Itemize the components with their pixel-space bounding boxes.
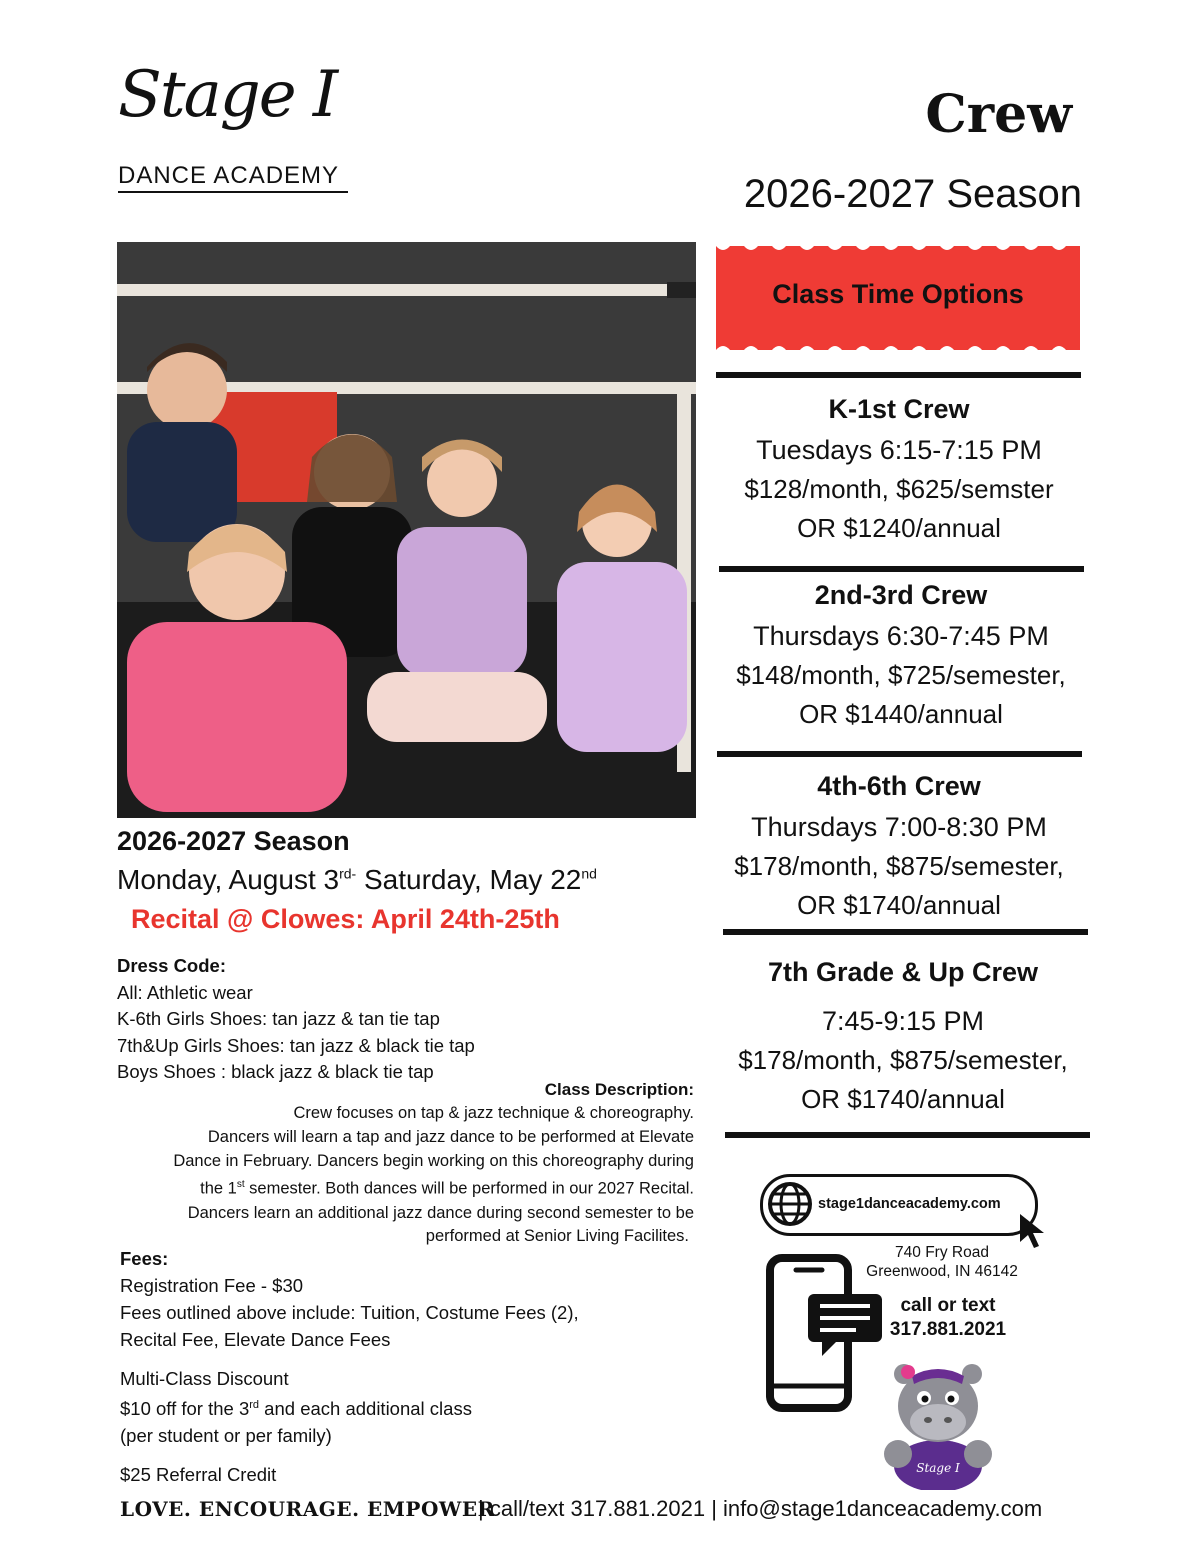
class-price: $178/month, $875/semester, (734, 851, 1064, 881)
page-season: 2026-2027 Season (743, 172, 1082, 216)
class-price: $178/month, $875/semester, (738, 1045, 1068, 1075)
fees-includes: Recital Fee, Elevate Dance Fees (120, 1329, 391, 1350)
discount-text-b: and each additional class (259, 1398, 472, 1420)
class-price-annual: OR $1440/annual (799, 699, 1003, 729)
fees-section (120, 1245, 579, 1488)
class-option-7-up (717, 957, 1089, 1115)
dancers-photo (117, 242, 696, 818)
class-option-4-6 (713, 771, 1085, 921)
call-label: call or text (900, 1295, 996, 1316)
footer-motto: LOVE. ENCOURAGE. EMPOWER (120, 1497, 495, 1521)
mascot-shirt-text: Stage I (916, 1461, 960, 1475)
discount-heading: Multi-Class Discount (120, 1368, 289, 1389)
class-option-2-3 (715, 580, 1087, 730)
description-line: Crew focuses on tap & jazz technique & choreography. (293, 1104, 694, 1122)
divider (717, 751, 1082, 757)
discount-text-a: $10 off for the 3 (120, 1398, 250, 1420)
season-dates (117, 864, 597, 896)
call-or-text (888, 1294, 1008, 1342)
description-sup: st (236, 1179, 245, 1191)
globe-icon (766, 1180, 814, 1228)
address-line: 740 Fry Road (895, 1244, 989, 1261)
description-heading: Class Description: (544, 1080, 694, 1099)
season-end: Saturday, May 22 (356, 864, 582, 895)
class-time: Thursdays 7:00-8:30 PM (751, 812, 1047, 842)
logo-underline (118, 191, 348, 193)
dress-code (117, 953, 475, 1086)
logo-subtitle: DANCE ACADEMY (118, 162, 340, 189)
address-line: Greenwood, IN 46142 (866, 1263, 1018, 1280)
class-price: $148/month, $725/semester, (736, 660, 1066, 690)
chat-bubble-icon (806, 1292, 884, 1358)
page-title: Crew (925, 84, 1072, 145)
dress-code-line: All: Athletic wear (117, 981, 253, 1003)
banner-label: Class Time Options (772, 279, 1024, 309)
description-line-a: the 1 (200, 1179, 237, 1198)
discount-note: (per student or per family) (120, 1425, 332, 1447)
class-time: 7:45-9:15 PM (821, 1006, 985, 1036)
website-link[interactable]: stage1danceacademy.com (818, 1196, 1001, 1212)
registration-fee: Registration Fee - $30 (120, 1275, 304, 1296)
referral-credit: $25 Referral Credit (120, 1464, 277, 1486)
fees-heading: Fees: (120, 1248, 169, 1269)
description-line (120, 1173, 694, 1201)
footer-contact: | call/text 317.881.2021 | info@stage1danceacademy.com (478, 1496, 1043, 1521)
dress-code-line: K-6th Girls Shoes: tan jazz & tan tie tap (117, 1008, 440, 1029)
season-start: Monday, August 3 (117, 864, 340, 895)
logo-script: Stage I (118, 58, 337, 132)
class-price-annual: OR $1240/annual (797, 513, 1001, 543)
divider (723, 929, 1088, 935)
class-name: 2nd-3rd Crew (814, 580, 988, 610)
description-line: performed at Senior Living Facilites. (425, 1227, 689, 1246)
discount-sup: rd (249, 1399, 260, 1411)
dress-code-line: Boys Shoes : black jazz & black tie tap (117, 1061, 434, 1082)
dress-code-line: 7th&Up Girls Shoes: tan jazz & black tie tap (117, 1034, 475, 1056)
season-start-suffix: rd- (339, 865, 357, 882)
recital-dates: Recital @ Clowes: April 24th-25th (131, 904, 560, 934)
class-price-annual: OR $1740/annual (801, 1084, 1005, 1114)
class-name: 7th Grade & Up Crew (767, 957, 1039, 987)
class-name: 4th-6th Crew (817, 771, 981, 801)
mascot-hippo-icon (878, 1358, 998, 1490)
description-line: Dancers learn an additional jazz dance during second semester to be (187, 1203, 694, 1222)
dress-code-heading: Dress Code: (117, 955, 226, 976)
class-option-k1 (713, 394, 1085, 544)
discount-text (120, 1392, 579, 1422)
description-line-b: semester. Both dances will be performed in our 2027 Recital. (244, 1179, 694, 1198)
class-description (120, 1102, 694, 1249)
class-name: K-1st Crew (828, 394, 970, 424)
divider (725, 1132, 1090, 1138)
season-end-suffix: nd (581, 865, 597, 882)
fees-includes: Fees outlined above include: Tuition, Costume Fees (2), (120, 1302, 579, 1323)
description-line: Dance in February. Dancers begin working on this choreography during (173, 1151, 694, 1170)
divider (719, 566, 1084, 572)
season-heading: 2026-2027 Season (117, 826, 350, 856)
description-line: Dancers will learn a tap and jazz dance to be performed at Elevate (207, 1127, 694, 1146)
class-price-annual: OR $1740/annual (797, 890, 1001, 920)
class-time: Thursdays 6:30-7:45 PM (753, 621, 1049, 651)
class-price: $128/month, $625/semster (744, 474, 1054, 504)
class-time: Tuesdays 6:15-7:15 PM (756, 435, 1042, 465)
call-number[interactable]: 317.881.2021 (889, 1319, 1007, 1340)
divider (716, 372, 1081, 378)
address (852, 1243, 1032, 1281)
